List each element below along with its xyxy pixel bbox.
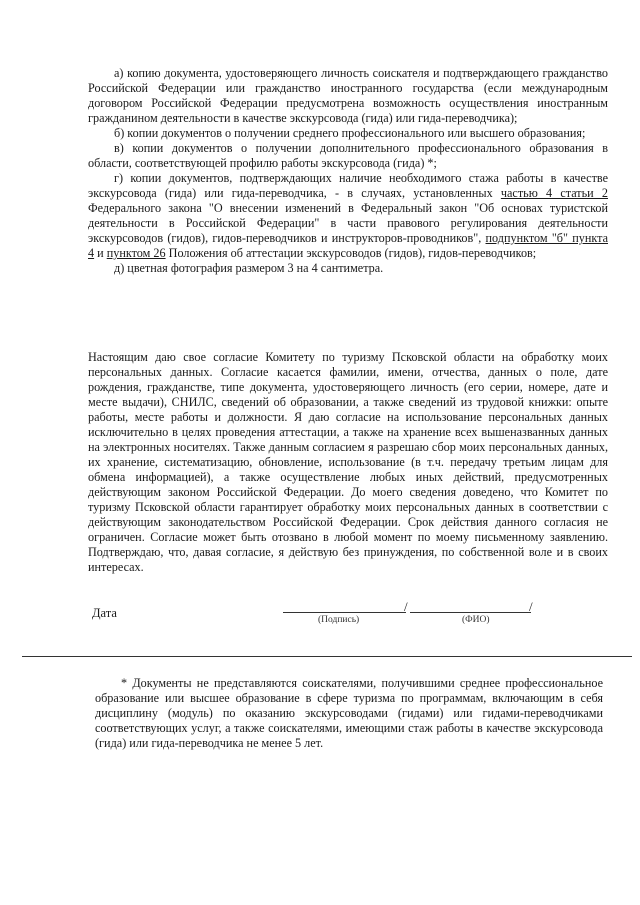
name-caption: (ФИО) [462,615,490,625]
list-item-g-text-3: и [94,246,107,260]
list-item-v: в) копии документов о получении дополнительного профессионального образования в области, соответствующей профилю работы экскурсовода (гида) *; [88,141,608,170]
list-item-g-text-4: Положения об аттестации экскурсоводов (гидов), гидов-переводчиков; [165,246,537,260]
name-line [410,612,531,613]
list-item-d: д) цветная фотография размером 3 на 4 сантиметра. [114,261,384,275]
signature-caption: (Подпись) [318,615,360,625]
footnote-text: * Документы не представляются соискателями, получившими среднее профессиональное образование или высшее образование в сфере туризма по программам, включающим в себя дисциплину (модуль) по оказанию экскурсоводами (гидами) или гидами-переводчиками соответствующих услуг, а также соискателями, имеющими стаж работы в качестве экскурсовода (гида) или гида-переводчика не менее 5 лет. [95,676,603,750]
consent-section [88,350,608,575]
required-documents-list [88,66,608,276]
signature-line [283,612,406,613]
list-item-b: б) копии документов о получении среднего профессионального или высшего образования; [114,126,586,140]
list-item-g-text-2: Федерального закона "О внесении изменений в Федеральный закон "Об основах туристской деятельности в Российской Федерации" в части правового регулирования деятельности экскурсоводов (гидов), гидов-переводчиков и инструкторов-проводников", [88,201,608,245]
signature-slash: / [404,599,408,614]
footnote-divider [22,656,632,657]
date-label: Дата [92,606,117,620]
consent-text: Настоящим даю свое согласие Комитету по туризму Псковской области на обработку моих персональных данных. Согласие касается фамилии, имени, отчества, данных о поле, дате рождения, гражданстве, типе документа, удостоверяющего личность (его серии, номере, дате и месте выдачи), СНИЛС, сведений об образовании, а также сведений из трудовой книжки: опыте работы, месте работы и должности. Я даю согласие на использование персональных данных исключительно в целях проведения аттестации, а также на хранение всех вышеназванных данных на электронных носителях. Также данным согласием я разрешаю сбор моих персональных данных, их хранение, систематизацию, обновление, использование (в т.ч. передачу третьим лицам для обмена информацией), а также осуществление любых иных действий, предусмотренных действующим законом Российской Федерации. До моего сведения доведено, что Комитет по туризму Псковской области гарантирует обработку моих персональных данных в соответствии с действующим законодательством Российской Федерации. Срок действия данного согласия не ограничен. Согласие может быть отозвано в любой момент по моему письменному заявлению. Подтверждаю, что, давая согласие, я действую без принуждения, по собственной воле и в своих интересах. [88,350,608,574]
law-link-part4-article2[interactable]: частью 4 статьи 2 [500,186,609,200]
list-item-a: а) копию документа, удостоверяющего личность соискателя и подтверждающего гражданство Российской Федерации или гражданство иностранного государства (если международным договором Российской Федерации предусмотрена возможность осуществления иностранным гражданином деятельности в качестве экскурсовода (гида) или гида-переводчика); [88,66,608,125]
list-item-g [88,171,608,261]
law-link-subparagraph-b-point4[interactable]: подпунктом "б" пункта 4 [88,231,608,260]
footnote-section [95,676,603,751]
list-item-g-text-1: г) копии документов, подтверждающих наличие необходимого стажа работы в качестве экскурсовода (гида) или гида-переводчика, - в случаях, установленных [88,171,608,200]
law-link-point26[interactable]: пунктом 26 [106,246,166,260]
name-slash: / [529,599,533,614]
